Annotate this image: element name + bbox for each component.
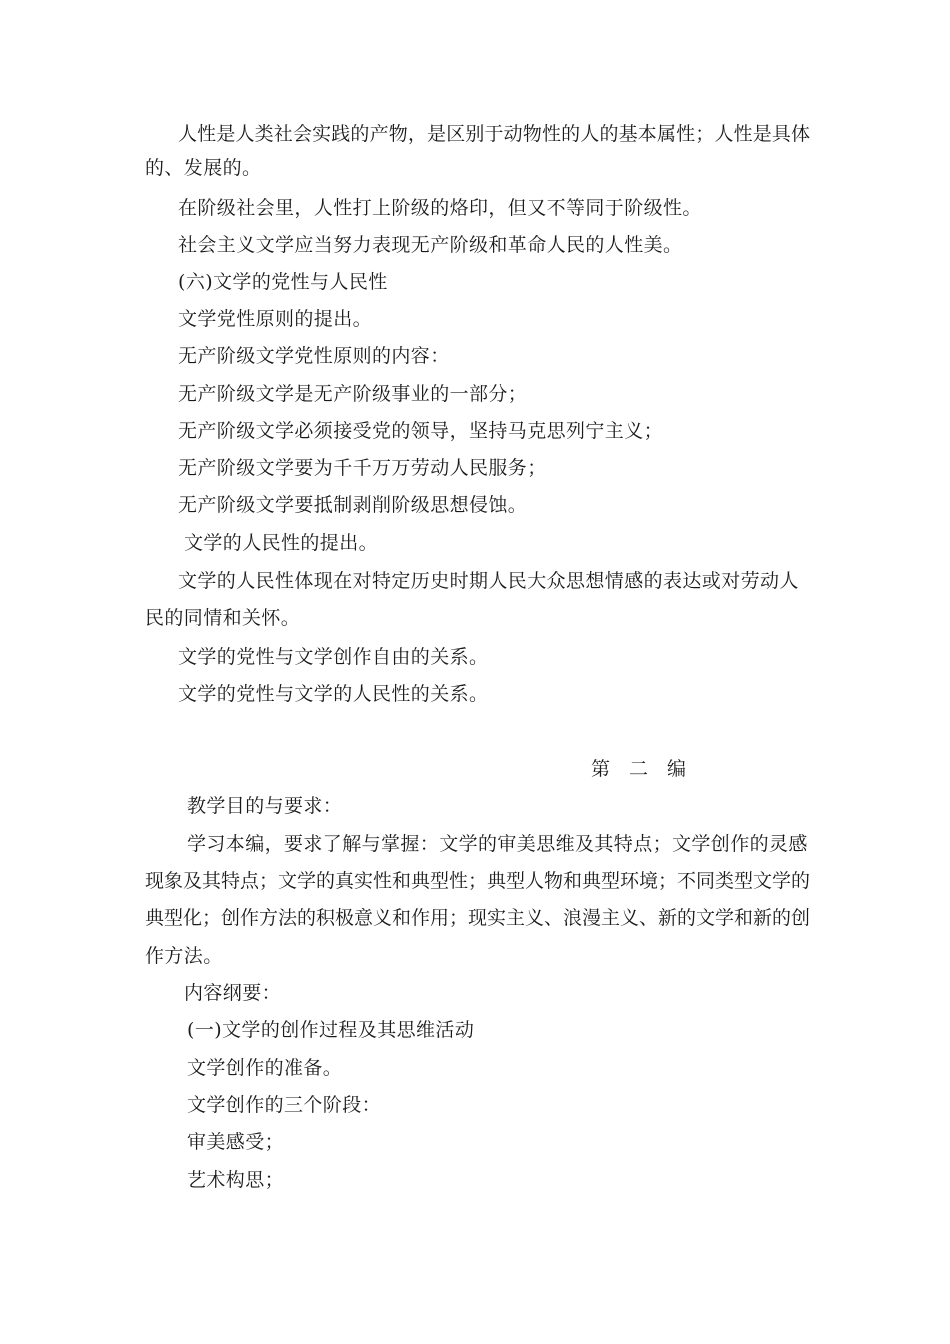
paragraph-line: 文学的党性与文学创作自由的关系。 (178, 646, 489, 668)
paragraph-line: 无产阶级文学党性原则的内容： (178, 345, 450, 367)
section-title-char: 第 (591, 758, 611, 780)
paragraph-line: 学习本编，要求了解与掌握：文学的审美思维及其特点；文学创作的灵感 (187, 833, 808, 855)
list-item: 无产阶级文学要为千千万万劳动人民服务； (178, 457, 547, 479)
paragraph-line: 典型化；创作方法的积极意义和作用；现实主义、浪漫主义、新的文学和新的创 (145, 907, 811, 929)
paragraph-line: 文学的人民性体现在对特定历史时期人民大众思想情感的表达或对劳动人 (178, 570, 799, 592)
paragraph-line: 文学创作的准备。 (187, 1057, 343, 1079)
subsection-heading: (六)文学的党性与人民性 (178, 271, 388, 293)
paragraph-line: 文学创作的三个阶段： (187, 1094, 382, 1116)
paragraph-line: 文学的人民性的提出。 (184, 532, 379, 554)
paragraph-line: 人性是人类社会实践的产物，是区别于动物性的人的基本属性；人性是具体 (178, 123, 811, 145)
list-item: 审美感受； (187, 1131, 285, 1153)
list-item: 艺术构思； (187, 1169, 285, 1191)
list-item: 无产阶级文学是无产阶级事业的一部分； (178, 383, 528, 405)
section-title-char: 二 (629, 758, 649, 780)
paragraph-line: 现象及其特点；文学的真实性和典型性；典型人物和典型环境；不同类型文学的 (145, 870, 811, 892)
paragraph-line: 社会主义文学应当努力表现无产阶级和革命人民的人性美。 (178, 234, 683, 256)
list-item: 无产阶级文学必须接受党的领导，坚持马克思列宁主义； (178, 420, 664, 442)
paragraph-line: 的、发展的。 (145, 157, 262, 179)
section-title-char: 编 (667, 758, 687, 780)
subsection-heading: (一)文学的创作过程及其思维活动 (187, 1019, 475, 1041)
section-title (591, 757, 705, 781)
paragraph-line: 教学目的与要求： (187, 795, 343, 817)
paragraph-line: 内容纲要： (184, 982, 282, 1004)
paragraph-line: 文学党性原则的提出。 (178, 308, 373, 330)
paragraph-line: 民的同情和关怀。 (145, 607, 301, 629)
paragraph-line: 作方法。 (145, 945, 223, 967)
paragraph-line: 在阶级社会里，人性打上阶级的烙印，但又不等同于阶级性。 (178, 197, 702, 219)
list-item: 无产阶级文学要抵制剥削阶级思想侵蚀。 (178, 494, 528, 516)
paragraph-line: 文学的党性与文学的人民性的关系。 (178, 683, 489, 705)
